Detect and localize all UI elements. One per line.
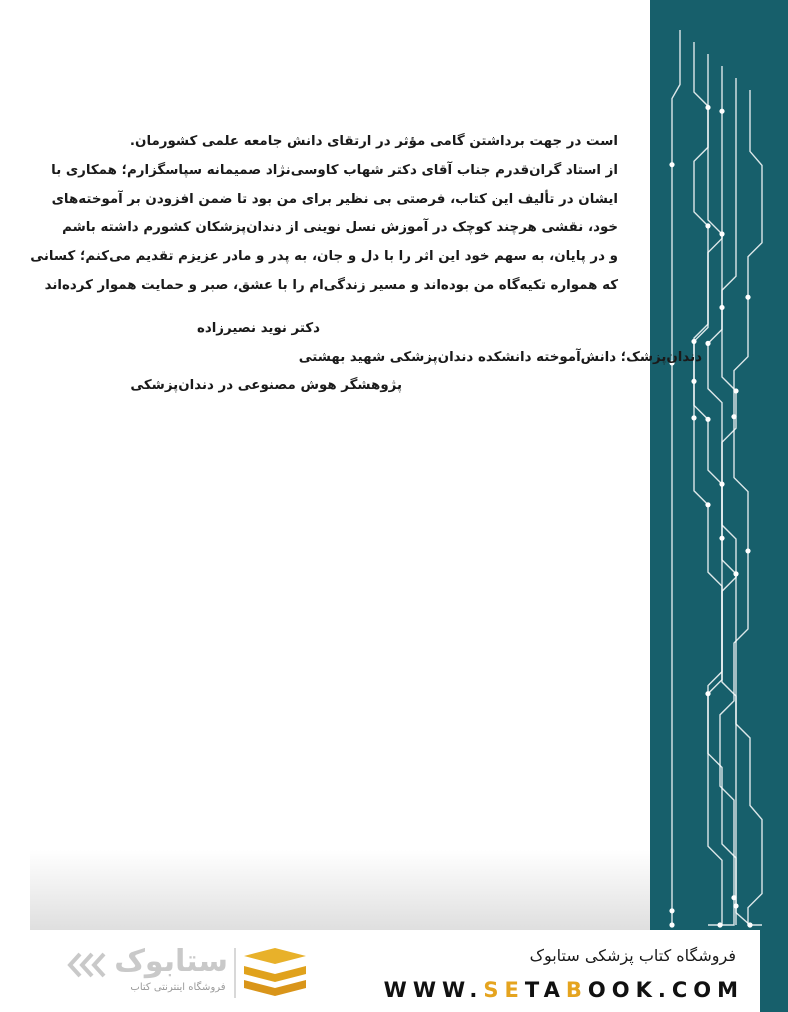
author-role-1: دندان‌پزشک؛ دانش‌آموخته دانشکده دندان‌پزشکی شهید بهشتی: [298, 350, 702, 365]
text-line: که همواره تکیه‌گاه من بوده‌اند و مسیر زندگی‌ام را با عشق، صبر و حمایت هموار کرده‌اند: [44, 277, 618, 293]
circuit-node: [717, 922, 722, 927]
text-line: است در جهت برداشتن گامی مؤثر در ارتقای دانش جامعه علمی کشورمان.: [129, 134, 618, 149]
circuit-node: [705, 223, 710, 228]
circuit-node: [691, 339, 696, 344]
circuit-node: [705, 341, 710, 346]
circuit-node: [705, 417, 710, 422]
circuit-node: [719, 109, 724, 114]
author-role-2: پژوهشگر هوش مصنوعی در دندان‌پزشکی: [130, 378, 402, 393]
url-part: OOK.COM: [587, 978, 744, 1002]
url-part: WWW.: [383, 978, 484, 1002]
text-line: ایشان در تألیف این کتاب، فرصتی بی نظیر برای من بود تا ضمن افزودن بر آموخته‌های: [51, 191, 618, 207]
text-line: خود، نقشی هرچند کوچک در آموزش نسل نوینی از دندان‌پزشکان کشورم داشته باشم: [62, 220, 618, 236]
author-name: دکتر نوید نصیرزاده: [196, 321, 320, 336]
url-part: TA: [524, 978, 566, 1002]
circuit-node: [745, 548, 750, 553]
store-url[interactable]: [384, 978, 744, 1002]
acknowledgement-text: [8, 128, 618, 301]
circuit-trace: [694, 66, 762, 925]
text-line: و در پایان، به سهم خود این اثر را با دل و جان، به پدر و مادر عزیزم تقدیم می‌کنم؛ کسانی: [30, 249, 618, 265]
text-line: از استاد گران‌قدرم جناب آقای دکتر شهاب کاوسی‌نژاد صمیمانه سپاسگزارم؛ همکاری با: [51, 162, 618, 178]
circuit-node: [669, 162, 674, 167]
url-part-highlight: B: [565, 978, 588, 1002]
circuit-node: [745, 295, 750, 300]
circuit-node: [705, 502, 710, 507]
chevrons-icon: [62, 950, 122, 980]
book-stack-icon: [240, 946, 310, 1000]
setabook-logo[interactable]: [62, 942, 312, 1004]
store-footer: [0, 930, 760, 1012]
logo-divider: [234, 948, 236, 998]
circuit-pattern: [650, 0, 788, 930]
logo-tagline: فروشگاه اینترنتی کتاب: [130, 982, 226, 993]
url-part-highlight: SE: [483, 978, 525, 1002]
circuit-node: [705, 691, 710, 696]
circuit-trace: [720, 90, 762, 925]
circuit-sidebar: [650, 0, 788, 1012]
circuit-node: [669, 922, 674, 927]
page-shadow: [30, 850, 650, 935]
circuit-node: [731, 895, 736, 900]
store-name: فروشگاه کتاب پزشکی ستابوک: [529, 946, 736, 965]
circuit-node: [669, 908, 674, 913]
circuit-node: [691, 415, 696, 420]
logo-wordmark: ستابوک: [114, 944, 228, 979]
circuit-node: [731, 414, 736, 419]
circuit-node: [705, 105, 710, 110]
